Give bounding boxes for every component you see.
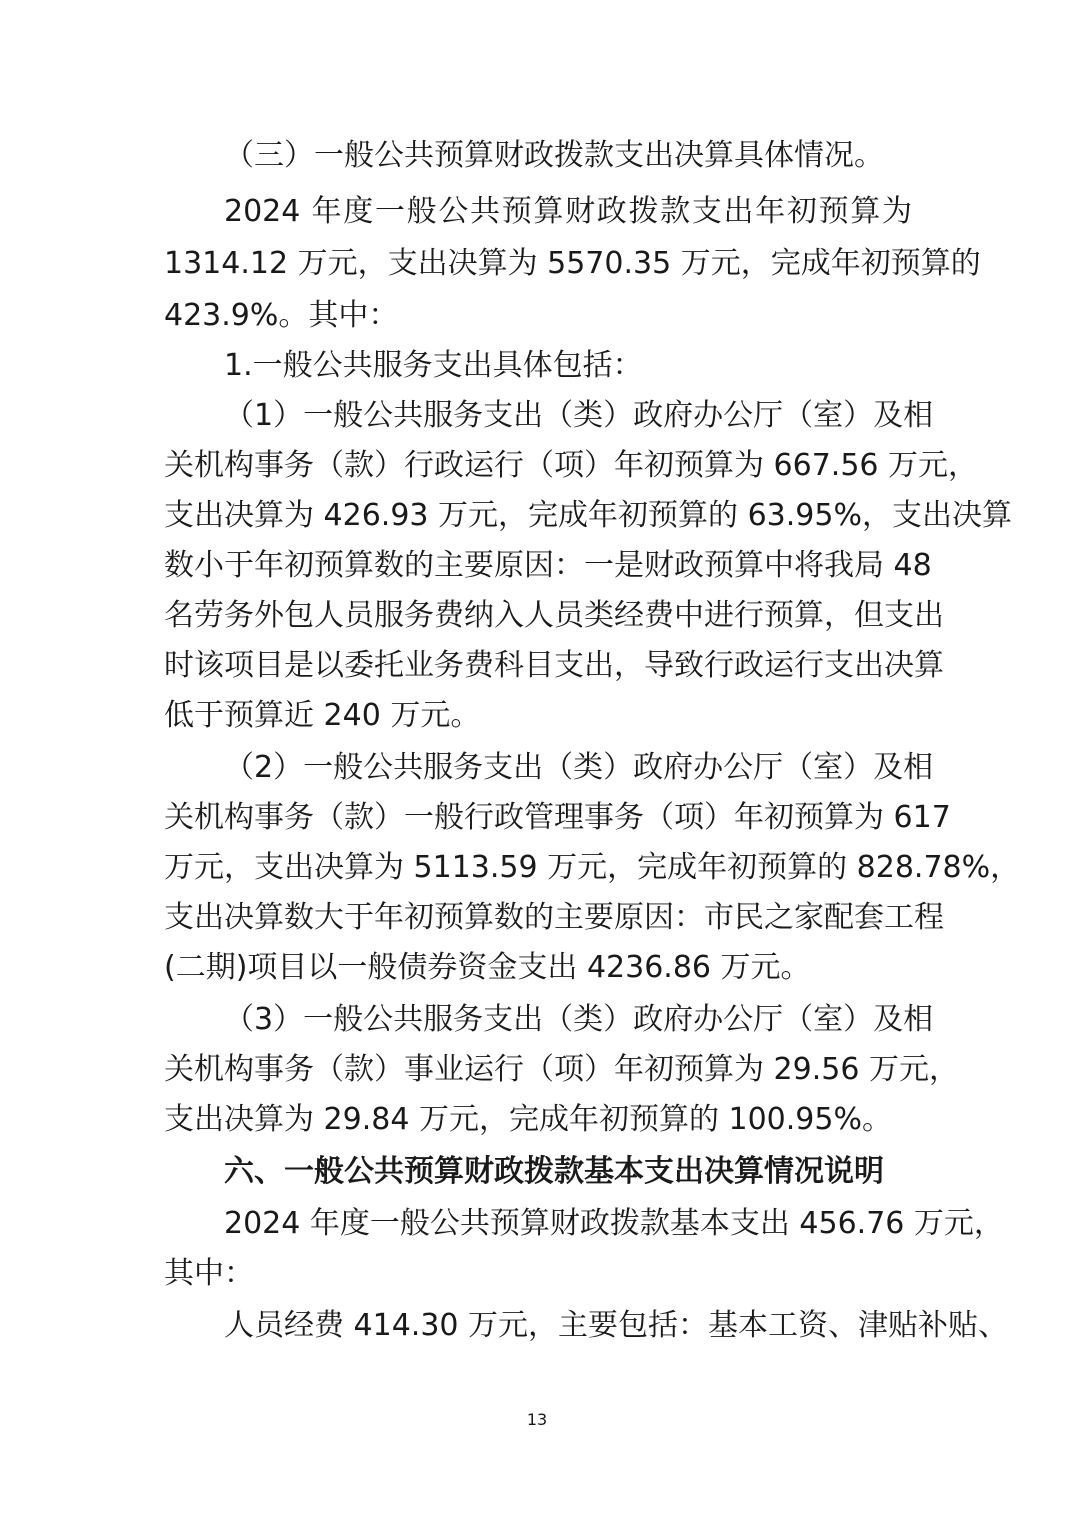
paragraph-line: 2024 年度一般公共预算财政拨款基本支出 456.76 万元， <box>224 1206 1004 1241</box>
list-item-heading: 1.一般公共服务支出具体包括： <box>224 348 643 383</box>
paragraph-line: 关机构事务（款）行政运行（项）年初预算为 667.56 万元， <box>164 448 979 483</box>
paragraph-line: 1314.12 万元，支出决算为 5570.35 万元，完成年初预算的 <box>164 246 981 281</box>
paragraph-line: 时该项目是以委托业务费科目支出，导致行政运行支出决算 <box>164 648 944 683</box>
paragraph-line: (二期)项目以一般债券资金支出 4236.86 万元。 <box>164 950 811 985</box>
paragraph-line: 低于预算近 240 万元。 <box>164 698 481 733</box>
paragraph-line: 数小于年初预算数的主要原因：一是财政预算中将我局 48 <box>164 548 932 583</box>
paragraph-line: 关机构事务（款）事业运行（项）年初预算为 29.56 万元， <box>164 1052 959 1087</box>
paragraph-line: 其中： <box>164 1256 254 1291</box>
paragraph-line: （2）一般公共服务支出（类）政府办公厅（室）及相 <box>224 750 934 785</box>
page-number: 13 <box>526 1410 548 1429</box>
paragraph-line: 人员经费 414.30 万元，主要包括：基本工资、津贴补贴、 <box>224 1308 1009 1343</box>
paragraph-line: （1）一般公共服务支出（类）政府办公厅（室）及相 <box>224 398 934 433</box>
section-subheading: （三）一般公共预算财政拨款支出决算具体情况。 <box>224 138 884 173</box>
section-heading: 六、一般公共预算财政拨款基本支出决算情况说明 <box>224 1154 884 1189</box>
paragraph-line: 万元，支出决算为 5113.59 万元，完成年初预算的 828.78%， <box>164 850 1021 885</box>
paragraph-line: 关机构事务（款）一般行政管理事务（项）年初预算为 617 <box>164 800 951 835</box>
paragraph-line: 名劳务外包人员服务费纳入人员类经费中进行预算，但支出 <box>164 598 944 633</box>
paragraph-line: 2024 年度一般公共预算财政拨款支出年初预算为 <box>224 194 912 229</box>
paragraph-line: 支出决算数大于年初预算数的主要原因：市民之家配套工程 <box>164 900 944 935</box>
paragraph-line: 423.9%。其中： <box>164 298 399 333</box>
paragraph-line: （3）一般公共服务支出（类）政府办公厅（室）及相 <box>224 1002 934 1037</box>
paragraph-line: 支出决算为 426.93 万元，完成年初预算的 63.95%，支出决算 <box>164 498 1012 533</box>
paragraph-line: 支出决算为 29.84 万元，完成年初预算的 100.95%。 <box>164 1102 892 1137</box>
